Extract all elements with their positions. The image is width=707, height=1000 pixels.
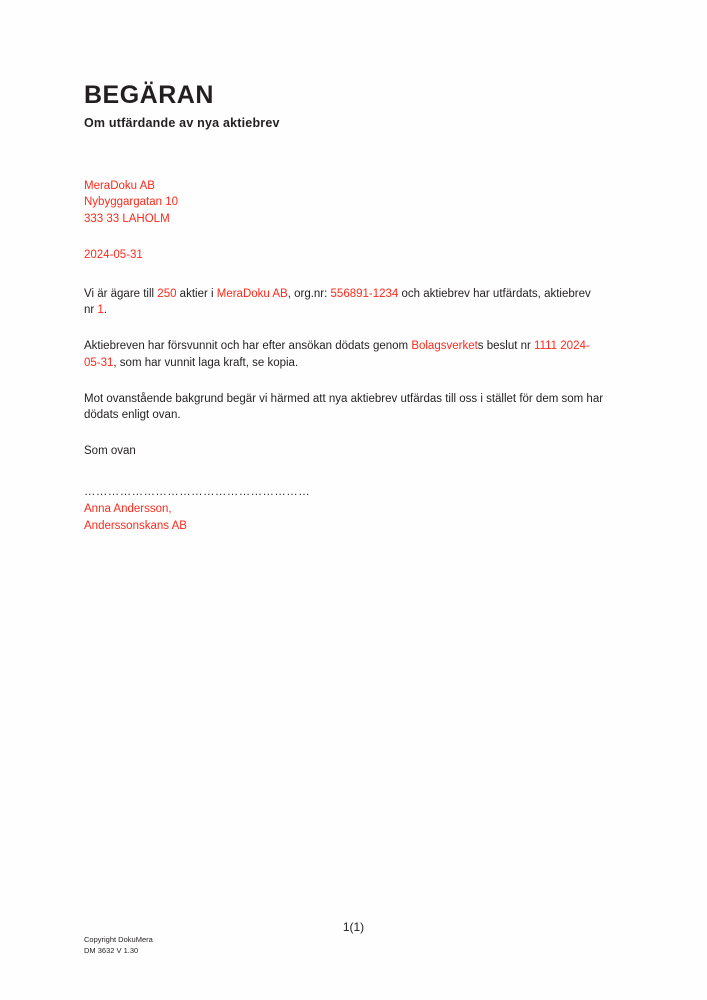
recipient-company: MeraDoku AB (84, 179, 155, 192)
footer (84, 934, 153, 957)
paragraph-ownership (84, 286, 604, 319)
company-name: MeraDoku AB (216, 287, 288, 300)
document-date: 2024-05-31 (84, 248, 143, 261)
signatory-name: Anna Andersson, (84, 503, 172, 516)
par1-text2: aktier i (176, 287, 217, 300)
footer-doc-code: DM 3632 V 1.30 (84, 946, 139, 956)
page-subtitle: Om utfärdande av nya aktiebrev (84, 115, 280, 130)
par1-text3: , org.nr: (287, 287, 331, 300)
page-number: 1(1) (342, 920, 365, 934)
footer-copyright: Copyright DokuMera (84, 935, 153, 944)
closing-text: Som ovan (84, 445, 136, 458)
signature-line: ………………………………………………… (84, 485, 311, 498)
recipient-address (84, 178, 604, 228)
signatory-company: Anderssonskans AB (84, 519, 187, 532)
recipient-street: Nybyggargatan 10 (84, 196, 178, 209)
par2-text1: Aktiebreven har försvunnit och har efter ansökan dödats genom (84, 340, 412, 353)
par1-text1: Vi är ägare till (84, 287, 158, 300)
page-title: BEGÄRAN (84, 81, 214, 109)
certificate-number: 1 (97, 303, 104, 316)
decision-date: 2024-05-31 (84, 340, 590, 369)
paragraph-lost-certificates (84, 338, 604, 371)
par2-text2: s beslut nr (477, 340, 535, 353)
document-content (84, 82, 604, 535)
par1-text5: . (103, 303, 108, 316)
share-count: 250 (157, 287, 177, 300)
paragraph-request: Mot ovanstående bakgrund begär vi härmed att nya aktiebrev utfärdas till oss i stället för dem som har dödats enligt ovan. (84, 392, 604, 422)
authority-name: Bolagsverket (411, 340, 478, 353)
par1-text4: och aktiebrev har utfärdats, aktiebrev nr (84, 287, 591, 316)
org-number: 556891-1234 (330, 287, 399, 300)
decision-number: 1111 (534, 340, 558, 353)
par2-text4: , som har vunnit laga kraft, se kopia. (113, 356, 299, 369)
signature-block (84, 501, 604, 534)
recipient-city: 333 33 LAHOLM (84, 212, 170, 225)
